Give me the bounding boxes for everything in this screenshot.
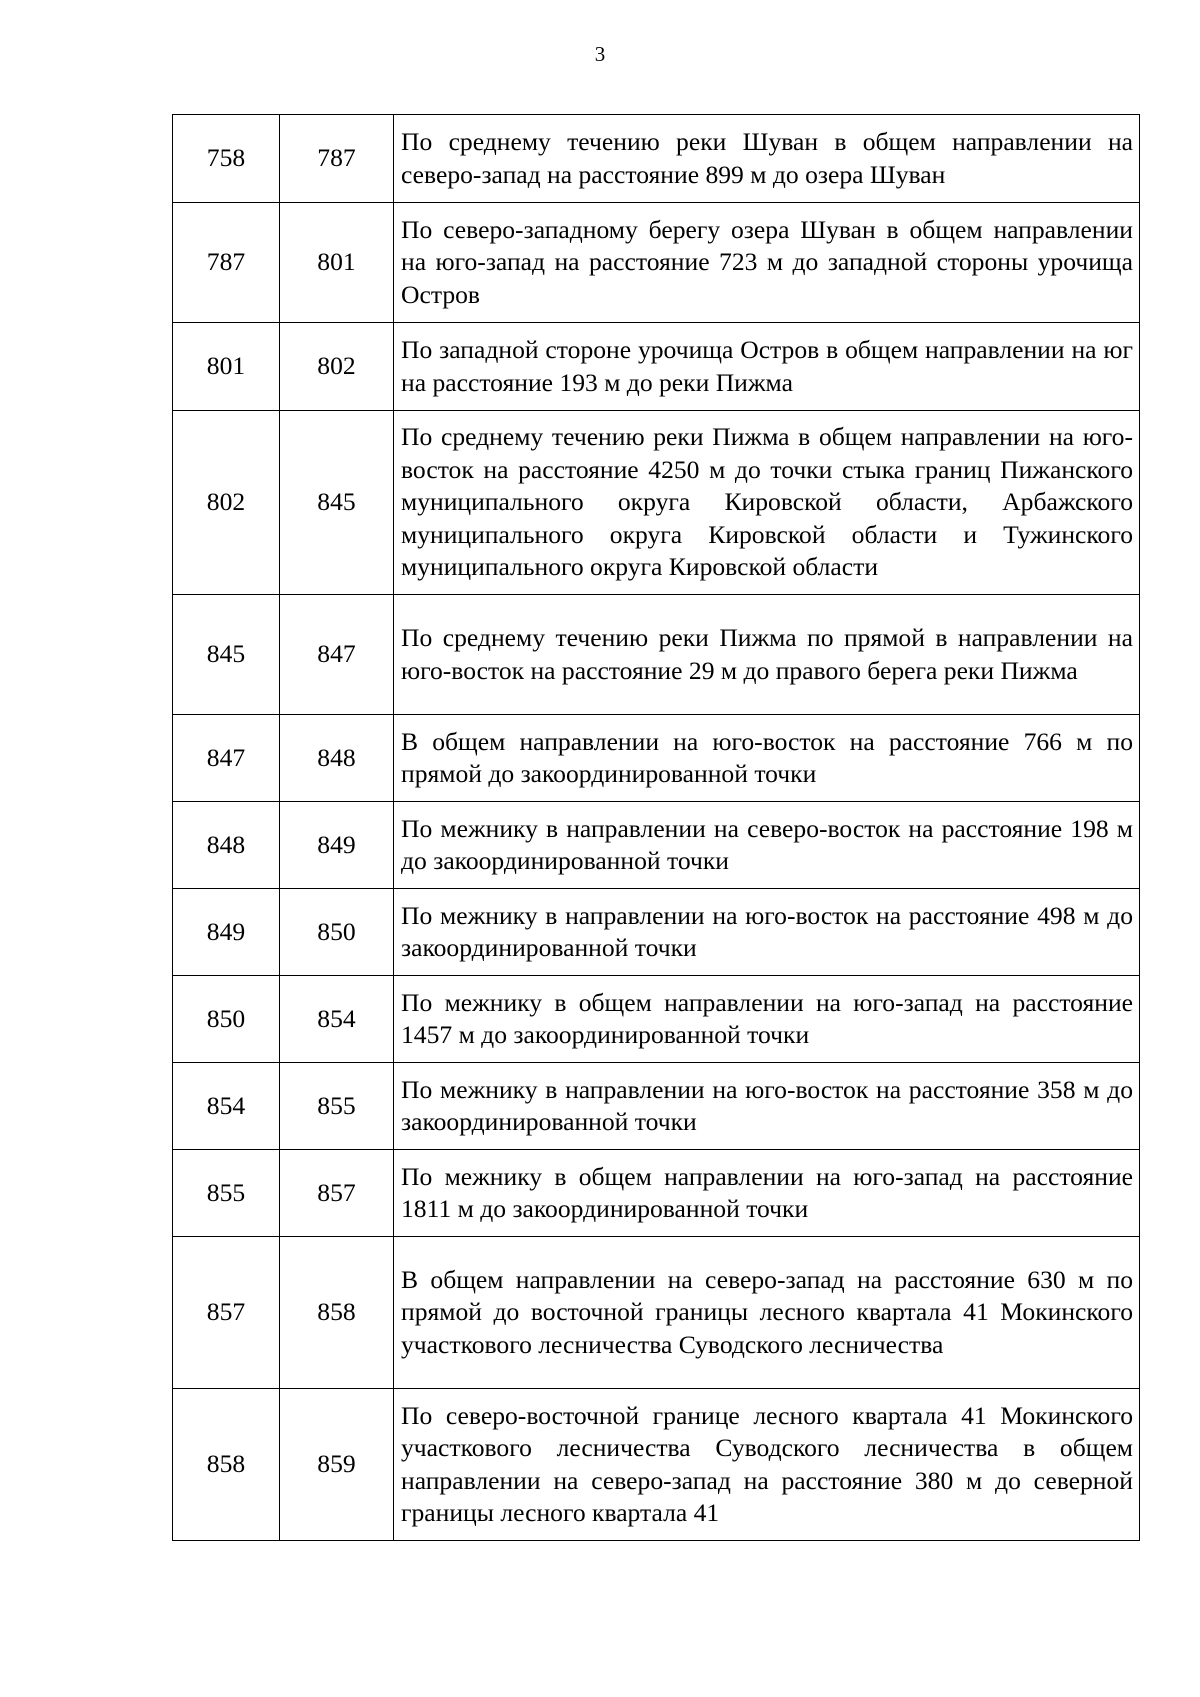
boundary-description-cell: По межнику в направлении на юго-восток на расстояние 498 м до закоординированной точки [394, 889, 1140, 976]
to-point-cell: 855 [280, 1063, 394, 1150]
to-point-cell: 848 [280, 715, 394, 802]
from-point-cell: 848 [173, 802, 280, 889]
from-point-cell: 847 [173, 715, 280, 802]
table-row [173, 1237, 1140, 1389]
table-row [173, 802, 1140, 889]
from-point-cell: 855 [173, 1150, 280, 1237]
table-row [173, 595, 1140, 715]
boundary-description-cell: По среднему течению реки Пижма в общем направлении на юго-восток на расстояние 4250 м до точки стыка границ Пижанского муниципального округа Кировской области, Арбажского муниципального округа Кировской области и Тужинского муниципального округа Кировской области [394, 411, 1140, 595]
boundary-description-cell: В общем направлении на северо-запад на расстояние 630 м по прямой до восточной границы лесного квартала 41 Мокинского участкового лесничества Суводского лесничества [394, 1237, 1140, 1389]
table-row [173, 411, 1140, 595]
from-point-cell: 849 [173, 889, 280, 976]
from-point-cell: 857 [173, 1237, 280, 1389]
from-point-cell: 787 [173, 203, 280, 323]
boundary-description-cell: По среднему течению реки Пижма по прямой в направлении на юго-восток на расстояние 29 м до правого берега реки Пижма [394, 595, 1140, 715]
table-row [173, 976, 1140, 1063]
to-point-cell: 845 [280, 411, 394, 595]
to-point-cell: 850 [280, 889, 394, 976]
table-row [173, 203, 1140, 323]
boundary-description-cell: По межнику в направлении на юго-восток на расстояние 358 м до закоординированной точки [394, 1063, 1140, 1150]
to-point-cell: 858 [280, 1237, 394, 1389]
table-row [173, 889, 1140, 976]
from-point-cell: 854 [173, 1063, 280, 1150]
boundary-description-cell: В общем направлении на юго-восток на расстояние 766 м по прямой до закоординированной точки [394, 715, 1140, 802]
from-point-cell: 758 [173, 115, 280, 203]
from-point-cell: 845 [173, 595, 280, 715]
table-row [173, 1389, 1140, 1541]
boundary-description-cell: По среднему течению реки Шуван в общем направлении на северо-запад на расстояние 899 м до озера Шуван [394, 115, 1140, 203]
table-row [173, 715, 1140, 802]
to-point-cell: 801 [280, 203, 394, 323]
table-row [173, 1063, 1140, 1150]
boundary-description-cell: По западной стороне урочища Остров в общем направлении на юг на расстояние 193 м до реки Пижма [394, 323, 1140, 411]
to-point-cell: 854 [280, 976, 394, 1063]
to-point-cell: 847 [280, 595, 394, 715]
boundary-description-cell: По северо-западному берегу озера Шуван в общем направлении на юго-запад на расстояние 723 м до западной стороны урочища Остров [394, 203, 1140, 323]
to-point-cell: 859 [280, 1389, 394, 1541]
boundary-description-cell: По межнику в общем направлении на юго-запад на расстояние 1457 м до закоординированной точки [394, 976, 1140, 1063]
table-row [173, 323, 1140, 411]
to-point-cell: 857 [280, 1150, 394, 1237]
boundary-description-cell: По межнику в направлении на северо-восток на расстояние 198 м до закоординированной точки [394, 802, 1140, 889]
to-point-cell: 849 [280, 802, 394, 889]
boundary-description-cell: По межнику в общем направлении на юго-запад на расстояние 1811 м до закоординированной точки [394, 1150, 1140, 1237]
from-point-cell: 850 [173, 976, 280, 1063]
boundary-description-cell: По северо-восточной границе лесного квартала 41 Мокинского участкового лесничества Суводского лесничества в общем направлении на северо-запад на расстояние 380 м до северной границы лесного квартала 41 [394, 1389, 1140, 1541]
to-point-cell: 787 [280, 115, 394, 203]
from-point-cell: 802 [173, 411, 280, 595]
from-point-cell: 801 [173, 323, 280, 411]
boundary-description-table [172, 114, 1140, 1541]
page-number: 3 [594, 42, 606, 66]
from-point-cell: 858 [173, 1389, 280, 1541]
to-point-cell: 802 [280, 323, 394, 411]
table-row [173, 115, 1140, 203]
table-row [173, 1150, 1140, 1237]
